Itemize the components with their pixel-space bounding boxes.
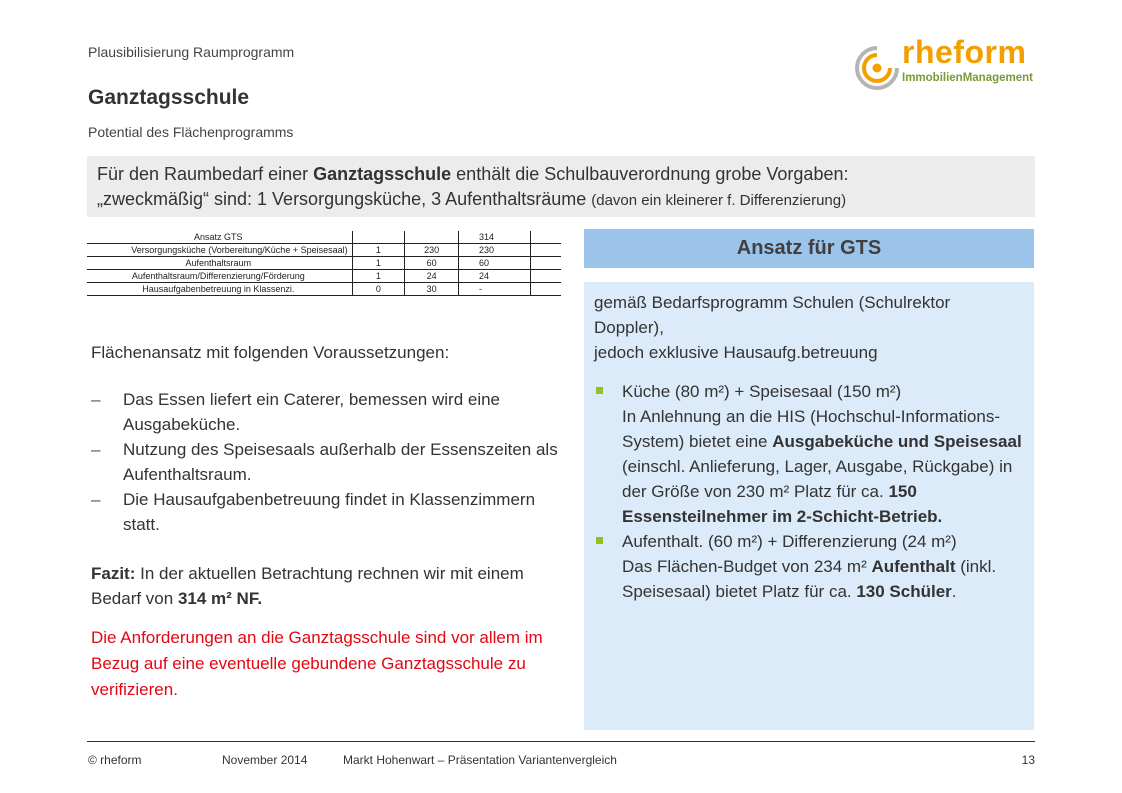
left-text-block xyxy=(91,340,561,703)
table-row: Aufenthaltsraum 1 60 60 xyxy=(87,257,561,270)
footer-divider xyxy=(87,741,1035,742)
list-item: Aufenthalt. (60 m²) + Differenzierung (24 m²) Das Flächen-Budget von 234 m² Aufenthalt (inkl. Speisesaal) bietet Platz für ca. 130 Schüler. xyxy=(594,529,1024,604)
dash-bullet-icon: – xyxy=(91,440,101,459)
gts-heading: Ansatz für GTS xyxy=(584,229,1034,268)
left-intro: Flächenansatz mit folgenden Voraussetzungen: xyxy=(91,343,450,362)
page-subtitle: Potential des Flächenprogramms xyxy=(88,124,294,140)
warning-text: Die Anforderungen an die Ganztagsschule sind vor allem im Bezug auf eine eventuelle gebundene Ganztagsschule zu verifizieren. xyxy=(91,628,543,699)
gts-intro-1: gemäß Bedarfsprogramm Schulen (Schulrektor Doppler), xyxy=(594,293,951,337)
page-number: 13 xyxy=(1021,753,1035,767)
gts-area-table xyxy=(87,231,561,296)
list-item: Küche (80 m²) + Speisesaal (150 m²) In Anlehnung an die HIS (Hochschul-Informations-System) bietet eine Ausgabeküche und Speisesaal (einschl. Anlieferung, Lager, Ausgabe, Rückgabe) in der Größe von 230 m² Platz für ca. 150 Essensteilnehmer im 2-Schicht-Betrieb. xyxy=(594,379,1024,529)
table-header-row xyxy=(87,231,561,244)
table-row: Hausaufgabenbetreuung in Klassenzi. 0 30 - xyxy=(87,283,561,296)
intro-line-1: Für den Raumbedarf einer Ganztagsschule enthält die Schulbauverordnung grobe Vorgaben: xyxy=(97,164,849,184)
table-row: Aufenthaltsraum/Differenzierung/Förderung 1 24 24 xyxy=(87,270,561,283)
list-item: – Nutzung des Speisesaals außerhalb der Essenszeiten als Aufenthaltsraum. xyxy=(91,437,561,487)
footer-title: Markt Hohenwart – Präsentation Variantenvergleich xyxy=(343,753,617,767)
square-bullet-icon xyxy=(596,537,603,544)
gts-intro-2: jedoch exklusive Hausaufg.betreuung xyxy=(594,343,878,362)
gts-panel xyxy=(584,282,1034,730)
intro-box xyxy=(87,156,1035,217)
table-header-label: Ansatz GTS xyxy=(87,231,352,244)
footer-copyright: © rheform xyxy=(88,753,142,767)
list-item: – Die Hausaufgabenbetreuung findet in Klassenzimmern statt. xyxy=(91,487,561,537)
footer-date: November 2014 xyxy=(222,753,308,767)
table-header-total: 314 xyxy=(459,231,531,244)
square-bullet-icon xyxy=(596,387,603,394)
logo-subline: ImmobilienManagement xyxy=(902,72,1033,84)
prerequisite-list xyxy=(91,387,561,537)
page-title: Ganztagsschule xyxy=(88,86,250,109)
gts-list xyxy=(594,379,1024,604)
dash-bullet-icon: – xyxy=(91,490,101,509)
table-row: Versorgungsküche (Vorbereitung/Küche + Speisesaal) 1 230 230 xyxy=(87,244,561,257)
logo-wordmark: rheform xyxy=(902,34,1027,70)
intro-line-2: „zweckmäßig“ sind: 1 Versorgungsküche, 3 Aufenthaltsräume (davon ein kleinerer f. Differenzierung) xyxy=(97,189,847,209)
fazit: Fazit: In der aktuellen Betrachtung rechnen wir mit einem Bedarf von 314 m² NF. xyxy=(91,564,524,608)
header-kicker: Plausibilisierung Raumprogramm xyxy=(88,44,295,60)
list-item: – Das Essen liefert ein Caterer, bemessen wird eine Ausgabeküche. xyxy=(91,387,561,437)
logo-swirl-icon xyxy=(855,44,899,94)
rheform-logo xyxy=(855,34,1045,94)
dash-bullet-icon: – xyxy=(91,390,101,409)
